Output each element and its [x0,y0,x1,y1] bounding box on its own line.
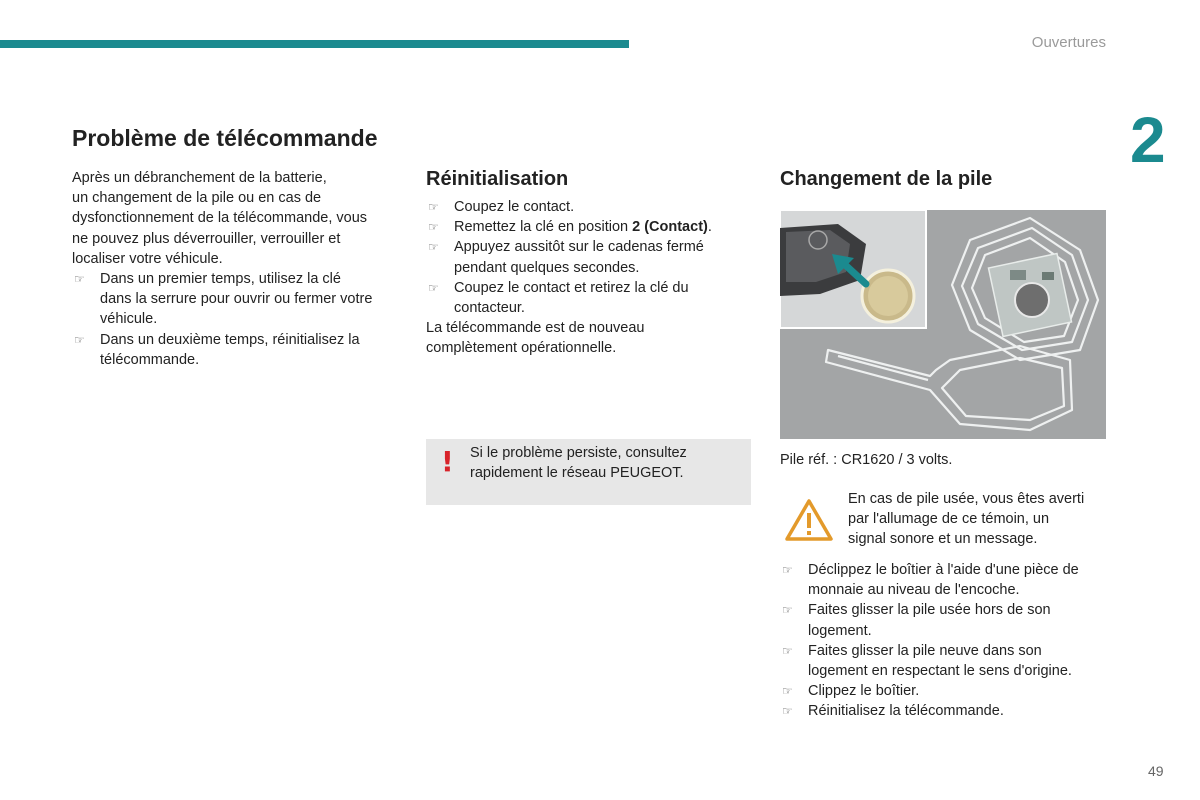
page-title: Problème de télécommande [72,125,378,151]
list-item: ☞ Appuyez aussitôt sur le cadenas fermé pendant quelques secondes. [426,237,756,277]
list-item: ☞ Dans un deuxième temps, réinitialisez la télécommande. [72,330,402,370]
note-box [426,439,751,505]
page-number: 49 [1148,763,1164,779]
reset-steps [426,197,756,318]
battery-steps [780,560,1120,722]
battery-heading: Changement de la pile [780,168,993,190]
chapter-number: 2 [1130,104,1166,176]
battery-steps-column [780,560,1120,722]
note-text: Si le problème persiste, consultez rapidement le réseau PEUGEOT. [470,445,687,482]
list-item: ☞ Faites glisser la pile usée hors de son logement. [780,600,1120,640]
list-item: ☞ Coupez le contact. [426,197,756,217]
intro-column [72,168,402,370]
key-fob-drawing [780,210,1106,439]
intro-bullets [72,269,402,370]
intro-paragraph: Après un débranchement de la batterie, un changement de la pile ou en cas de dysfonctionnement de la télécommande, vous ne pouvez plus déverrouiller, verrouiller et localiser votre véhicule. [72,170,368,267]
reset-column [426,197,756,359]
header-accent-bar [0,40,629,48]
reset-outro: La télécommande est de nouveau complètement opérationnelle. [426,320,645,357]
section-title: Ouvertures [1031,34,1106,51]
list-item: ☞ Faites glisser la pile neuve dans son logement en respectant le sens d'origine. [780,641,1120,681]
reset-heading: Réinitialisation [426,168,569,190]
list-item: ☞ Dans un premier temps, utilisez la clé dans la serrure pour ouvrir ou fermer votre véhicule. [72,269,402,330]
exclamation-icon: ! [441,445,454,478]
warning-text: En cas de pile usée, vous êtes averti par l'allumage de ce témoin, un signal sonore et un message. [848,491,1085,548]
warning-triangle-icon [785,498,833,542]
list-item: ☞ Clippez le boîtier. [780,681,1120,701]
list-item: ☞ Coupez le contact et retirez la clé du contacteur. [426,278,756,318]
list-item: ☞ Réinitialisez la télécommande. [780,701,1120,721]
list-item: ☞ Déclippez le boîtier à l'aide d'une pièce de monnaie au niveau de l'encoche. [780,560,1120,600]
list-item: ☞ Remettez la clé en position 2 (Contact). [426,217,756,237]
figure-caption: Pile réf. : CR1620 / 3 volts. [780,452,953,468]
remote-battery-illustration [780,210,1106,439]
